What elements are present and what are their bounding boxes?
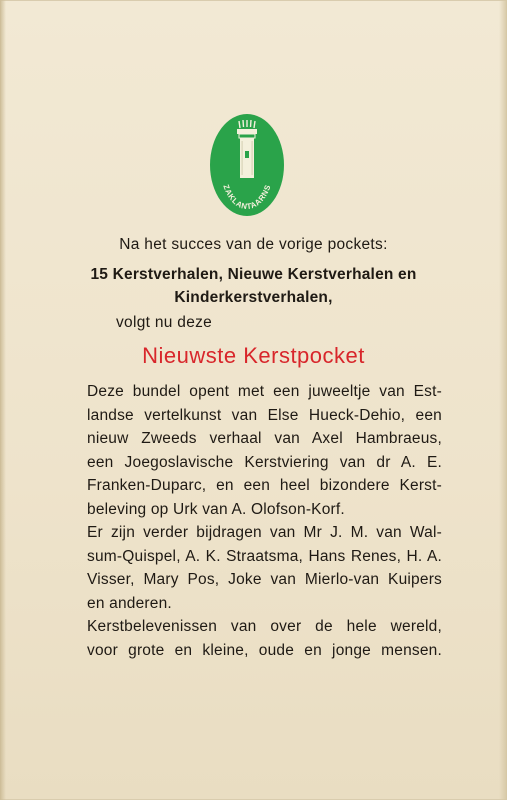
- blurb-line: en anderen.: [87, 594, 172, 612]
- cover-edge-left: [0, 0, 6, 800]
- blurb-line: landse vertelkunst van Else Hueck-Dehio, een: [87, 406, 442, 424]
- previous-pockets-line-1: 15 Kerstverhalen, Nieuwe Kerstverhalen en: [90, 266, 417, 283]
- blurb-line: nieuw Zweeds verhaal van Axel Hambraeus,: [87, 430, 442, 447]
- blurb-line: een Joegoslavische Kerstviering van dr A. E.: [87, 453, 442, 471]
- logo-text: ZAKLANTAARNS: [221, 183, 273, 212]
- blurb-line: sum-Quispel, A. K. Straatsma, Hans Renes, H. A.: [87, 547, 442, 565]
- previous-pockets-line-2: Kinderkerstverhalen,: [174, 289, 333, 306]
- intro-line: Na het succes van de vorige pockets:: [119, 236, 388, 253]
- blurb-line: Deze bundel opent met een juweeltje van Est-: [87, 383, 442, 400]
- cover-edge-right: [499, 0, 507, 800]
- book-title: Nieuwste Kerstpocket: [142, 343, 365, 368]
- blurb-line: Visser, Mary Pos, Joke van Mierlo-van Kuipers: [87, 571, 442, 588]
- zaklantaarns-logo: [209, 113, 285, 217]
- blurb-line: Er zijn verder bijdragen van Mr J. M. van Wal-: [87, 524, 442, 541]
- blurb-line: voor grote en kleine, oude en jonge mensen.: [87, 641, 442, 659]
- blurb-paragraph: [87, 380, 442, 662]
- blurb-line: Franken-Duparc, en een heel bizondere Kerst-: [87, 477, 442, 494]
- blurb-line: beleving op Urk van A. Olofson-Korf.: [87, 500, 345, 518]
- blurb-line: Kerstbelevenissen van over de hele wereld,: [87, 618, 442, 635]
- volgt-line: volgt nu deze: [116, 314, 213, 331]
